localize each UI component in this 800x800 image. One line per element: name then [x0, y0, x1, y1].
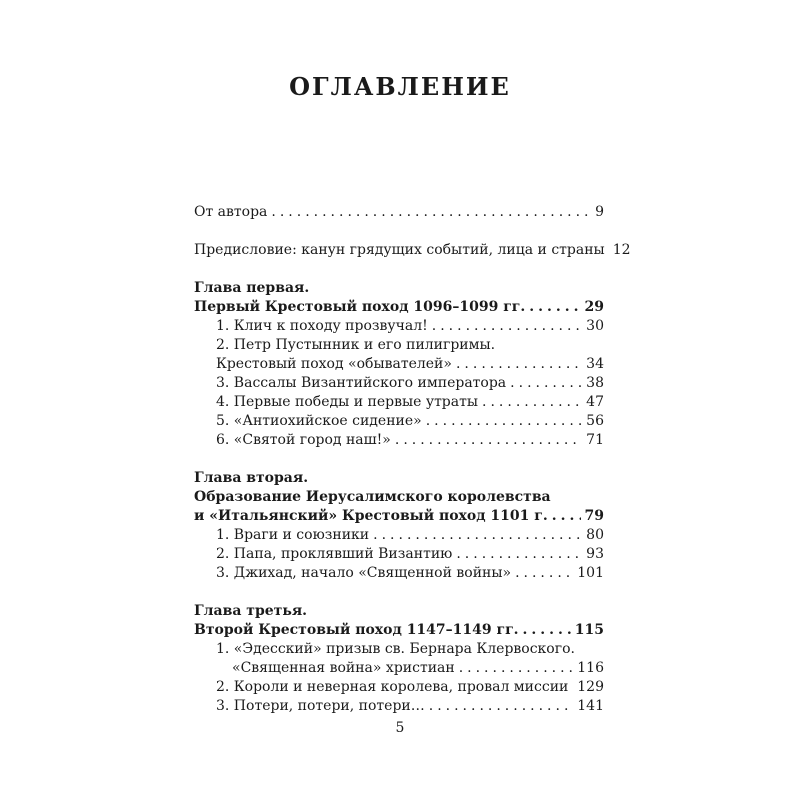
subentry-page: 71 — [586, 432, 604, 448]
toc-subentry[interactable] — [194, 374, 604, 393]
toc-subentry[interactable] — [194, 317, 604, 336]
dot-leader — [432, 317, 582, 336]
subentry-page: 93 — [586, 546, 604, 562]
toc-subentry[interactable] — [194, 355, 604, 374]
dot-leader — [552, 507, 581, 526]
subentry-label: 6. «Святой город наш!» — [216, 432, 391, 448]
subentry-label: 3. Потери, потери, потери… — [216, 698, 425, 714]
toc-subentry[interactable] — [194, 526, 604, 545]
subentry-page: 34 — [586, 356, 604, 372]
dot-leader — [523, 621, 571, 640]
subentry-page: 30 — [586, 318, 604, 334]
chapter-title-entry[interactable] — [194, 621, 604, 640]
toc-subentry[interactable] — [194, 431, 604, 450]
subentry-label: 2. Короли и неверная королева, провал миссии — [216, 679, 569, 695]
toc-entry-label: От автора — [194, 204, 268, 220]
dot-leader — [529, 298, 580, 317]
table-of-contents — [194, 203, 631, 716]
dot-leader — [510, 374, 582, 393]
subentry-label: 3. Вассалы Византийского императора — [216, 375, 507, 391]
dot-leader — [515, 564, 573, 583]
chapter-heading: Глава вторая. — [194, 470, 309, 486]
chapter-page: 79 — [584, 508, 604, 524]
toc-entry-page: 9 — [595, 204, 604, 220]
dot-leader — [459, 659, 574, 678]
subentry-label: 5. «Антиохийское сидение» — [216, 413, 422, 429]
toc-subentry[interactable] — [194, 697, 604, 716]
toc-subentry[interactable] — [194, 412, 604, 431]
chapter-title-entry[interactable] — [194, 507, 604, 526]
chapter-title-entry[interactable] — [194, 298, 604, 317]
subentry-label: 1. Враги и союзники — [216, 527, 370, 543]
subentry-label-line1: 2. Петр Пустынник и его пилигримы. — [216, 337, 496, 353]
chapter-heading: Глава третья. — [194, 603, 308, 619]
chapter-title: и «Итальянский» Крестовый поход 1101 г. — [194, 508, 548, 524]
subentry-page: 101 — [577, 565, 604, 581]
chapter-page: 115 — [574, 622, 604, 638]
dot-leader — [572, 678, 573, 697]
chapter-title: Второй Крестовый поход 1147–1149 гг. — [194, 622, 519, 638]
subentry-label-line1: 1. «Эдесский» призыв св. Бернара Клервоского. — [216, 641, 575, 657]
dot-leader — [271, 203, 591, 222]
dot-leader — [456, 545, 582, 564]
dot-leader — [482, 393, 582, 412]
subentry-page: 141 — [577, 698, 604, 714]
toc-subentry[interactable] — [194, 545, 604, 564]
subentry-label: «Священная война» христиан — [232, 660, 455, 676]
dot-leader — [426, 412, 582, 431]
dot-leader — [456, 355, 582, 374]
subentry-page: 47 — [586, 394, 604, 410]
subentry-label: 4. Первые победы и первые утраты — [216, 394, 479, 410]
chapter-title: Первый Крестовый поход 1096–1099 гг. — [194, 299, 526, 315]
dot-leader — [395, 431, 582, 450]
toc-subentry[interactable] — [194, 678, 604, 697]
chapter-page: 29 — [584, 299, 604, 315]
toc-subentry[interactable] — [194, 393, 604, 412]
page-number: 5 — [395, 720, 405, 736]
dot-leader — [429, 697, 574, 716]
toc-entry-preface[interactable] — [194, 241, 631, 260]
subentry-page: 129 — [577, 679, 604, 695]
subentry-label: 2. Папа, проклявший Византию — [216, 546, 453, 562]
toc-subentry[interactable] — [194, 659, 604, 678]
subentry-label: 1. Клич к походу прозвучал! — [216, 318, 428, 334]
subentry-page: 116 — [577, 660, 604, 676]
page-title: ОГЛАВЛЕНИЕ — [289, 72, 511, 101]
toc-subentry[interactable] — [194, 564, 604, 583]
subentry-page: 80 — [586, 527, 604, 543]
toc-entry-page: 12 — [612, 242, 631, 258]
chapter-heading: Глава первая. — [194, 280, 310, 296]
subentry-page: 38 — [586, 375, 604, 391]
subentry-label: 3. Джихад, начало «Священной войны» — [216, 565, 512, 581]
toc-entry-label: Предисловие: канун грядущих событий, лица и страны — [194, 242, 605, 258]
dot-leader — [373, 526, 582, 545]
chapter-title-line1: Образование Иерусалимского королевства — [194, 489, 551, 505]
toc-entry-author[interactable] — [194, 203, 604, 222]
subentry-label: Крестовый поход «обывателей» — [216, 356, 452, 372]
subentry-page: 56 — [586, 413, 604, 429]
